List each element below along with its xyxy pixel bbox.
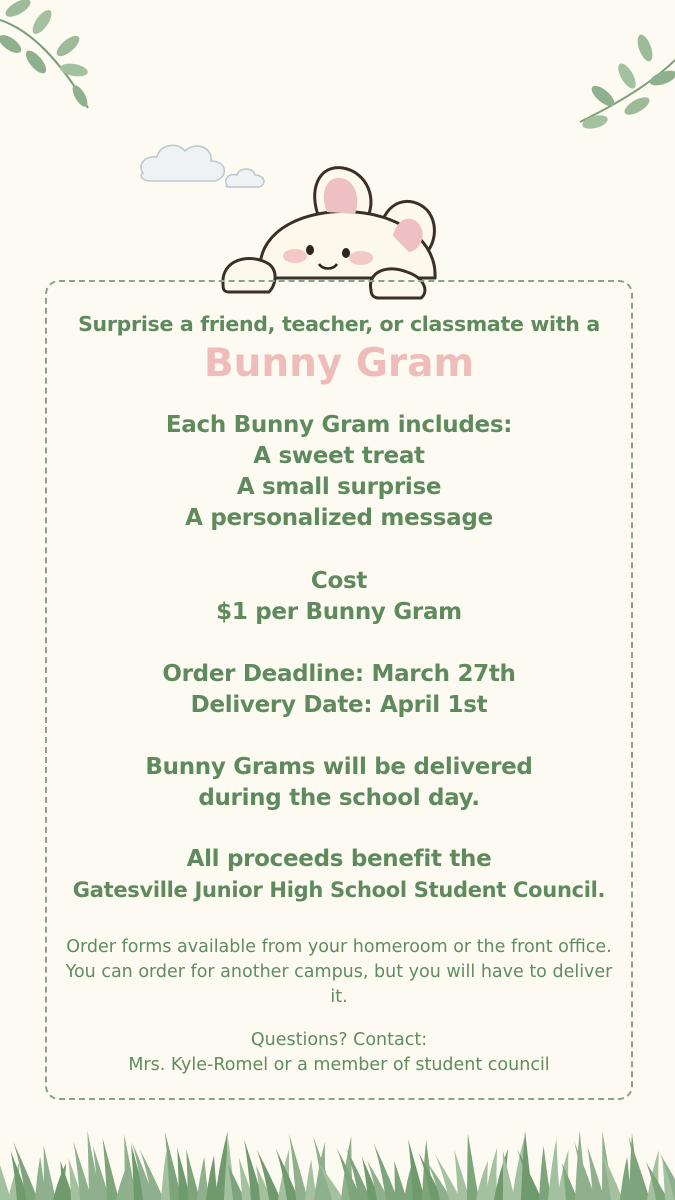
delivery-note-line: Bunny Grams will be delivered: [145, 754, 533, 780]
questions-heading: Questions? Contact:: [250, 1030, 428, 1050]
grass-blade: [0, 1156, 11, 1200]
page-title: Bunny Gram: [203, 341, 475, 386]
order-info: Order forms available from your homeroom or the front office. You can order for another campus, but you will have to deliver it.: [65, 937, 613, 1007]
include-item: A sweet treat: [253, 443, 425, 469]
cost-section: [45, 566, 633, 628]
includes-section: [45, 410, 633, 534]
delivery-note-line: during the school day.: [198, 785, 480, 811]
leaf-branch-icon: [0, 0, 100, 115]
grass-blade: [44, 1145, 56, 1200]
cost-value: $1 per Bunny Gram: [216, 599, 462, 625]
include-item: A personalized message: [185, 505, 493, 531]
flyer-content: [45, 280, 633, 1078]
leaf-branch-icon: [575, 30, 675, 140]
proceeds-line: All proceeds benefit the: [186, 846, 492, 872]
contact-info: Mrs. Kyle-Romel or a member of student council: [128, 1055, 550, 1075]
include-item: A small surprise: [236, 474, 442, 500]
grass-blade: [548, 1139, 560, 1200]
grass-blade: [467, 1133, 479, 1200]
intro-text: Surprise a friend, teacher, or classmate with a: [78, 312, 600, 336]
delivery-date: Delivery Date: April 1st: [190, 692, 488, 718]
dates-section: [45, 659, 633, 721]
proceeds-line: Gatesville Junior High School Student Council.: [72, 878, 606, 902]
includes-heading: Each Bunny Gram includes:: [165, 412, 513, 438]
delivery-note: [45, 752, 633, 814]
proceeds-note: [45, 844, 633, 906]
questions-section: [45, 1028, 633, 1078]
order-deadline: Order Deadline: March 27th: [162, 661, 516, 687]
grass-icon: [0, 1130, 675, 1200]
cost-heading: Cost: [310, 568, 368, 594]
